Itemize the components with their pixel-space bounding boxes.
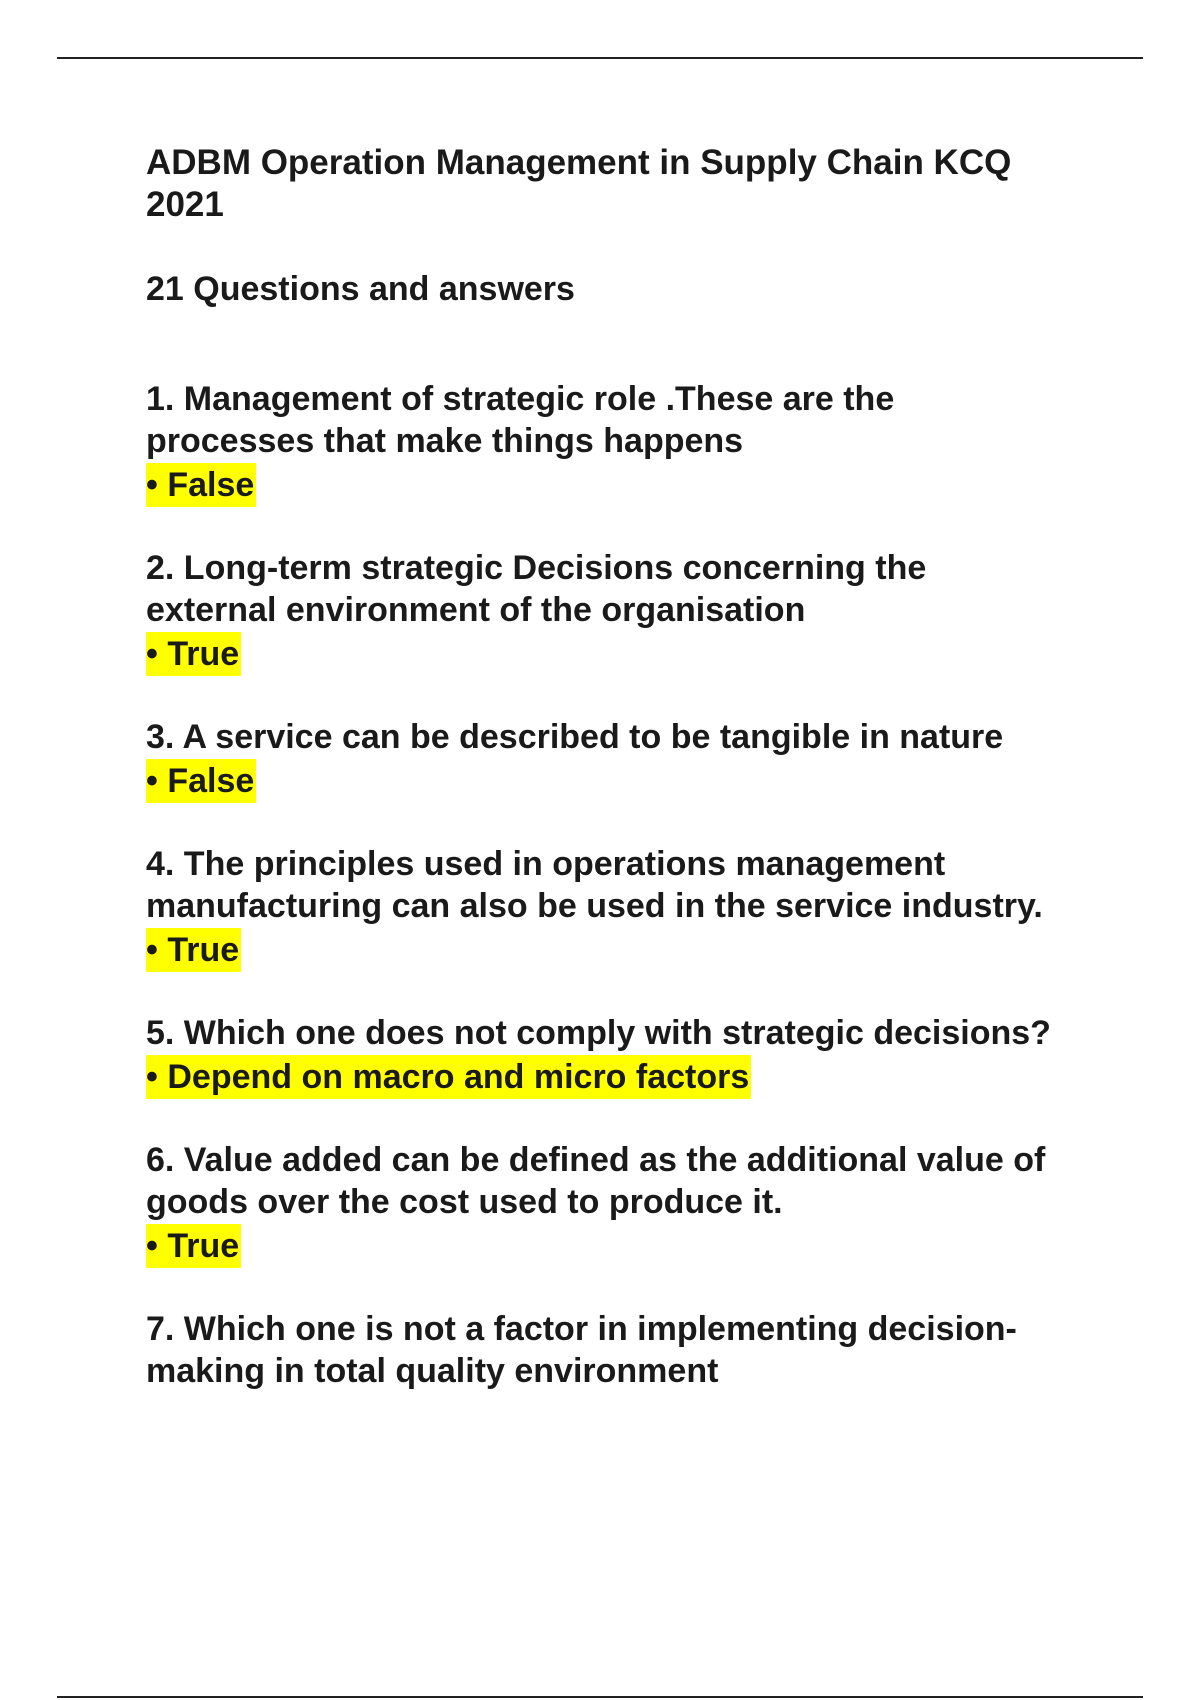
bullet-glyph: • bbox=[146, 1058, 158, 1096]
bullet-glyph: • bbox=[146, 1227, 158, 1265]
question-item-4 bbox=[146, 843, 1066, 972]
bullet-glyph: • bbox=[146, 635, 158, 673]
document-subtitle: 21 Questions and answers bbox=[146, 270, 575, 308]
bullet-glyph: • bbox=[146, 931, 158, 969]
question-text: 2. Long-term strategic Decisions concerning the external environment of the organisation bbox=[146, 549, 927, 629]
answer-highlight bbox=[146, 1055, 751, 1099]
answer-text: Depend on macro and micro factors bbox=[167, 1058, 750, 1096]
question-text: 3. A service can be described to be tangible in nature bbox=[146, 718, 1004, 756]
question-item-1 bbox=[146, 378, 1066, 507]
answer-highlight bbox=[146, 632, 241, 676]
answer-text: False bbox=[167, 466, 255, 504]
question-text: 7. Which one is not a factor in implementing decision-making in total quality environment bbox=[146, 1310, 1017, 1390]
bullet-glyph: • bbox=[146, 466, 158, 504]
document-body bbox=[146, 142, 1066, 1432]
question-text: 5. Which one does not comply with strategic decisions? bbox=[146, 1014, 1051, 1052]
question-item-3 bbox=[146, 716, 1066, 803]
answer-text: True bbox=[167, 1227, 240, 1265]
question-text: 4. The principles used in operations management manufacturing can also be used in the service industry. bbox=[146, 845, 1043, 925]
question-item-7 bbox=[146, 1308, 1066, 1392]
answer-highlight bbox=[146, 1224, 241, 1268]
question-text: 1. Management of strategic role .These are the processes that make things happens bbox=[146, 380, 895, 460]
question-item-2 bbox=[146, 547, 1066, 676]
answer-text: True bbox=[167, 931, 240, 969]
answer-highlight bbox=[146, 928, 241, 972]
question-list bbox=[146, 378, 1066, 1392]
question-text: 6. Value added can be defined as the additional value of goods over the cost used to produce it. bbox=[146, 1141, 1046, 1221]
question-item-5 bbox=[146, 1012, 1066, 1099]
top-rule bbox=[57, 57, 1143, 59]
bullet-glyph: • bbox=[146, 762, 158, 800]
answer-text: False bbox=[167, 762, 255, 800]
answer-text: True bbox=[167, 635, 240, 673]
bottom-rule bbox=[57, 1696, 1143, 1698]
document-title: ADBM Operation Management in Supply Chain KCQ 2021 bbox=[146, 143, 1012, 224]
question-item-6 bbox=[146, 1139, 1066, 1268]
answer-highlight bbox=[146, 463, 256, 507]
answer-highlight bbox=[146, 759, 256, 803]
